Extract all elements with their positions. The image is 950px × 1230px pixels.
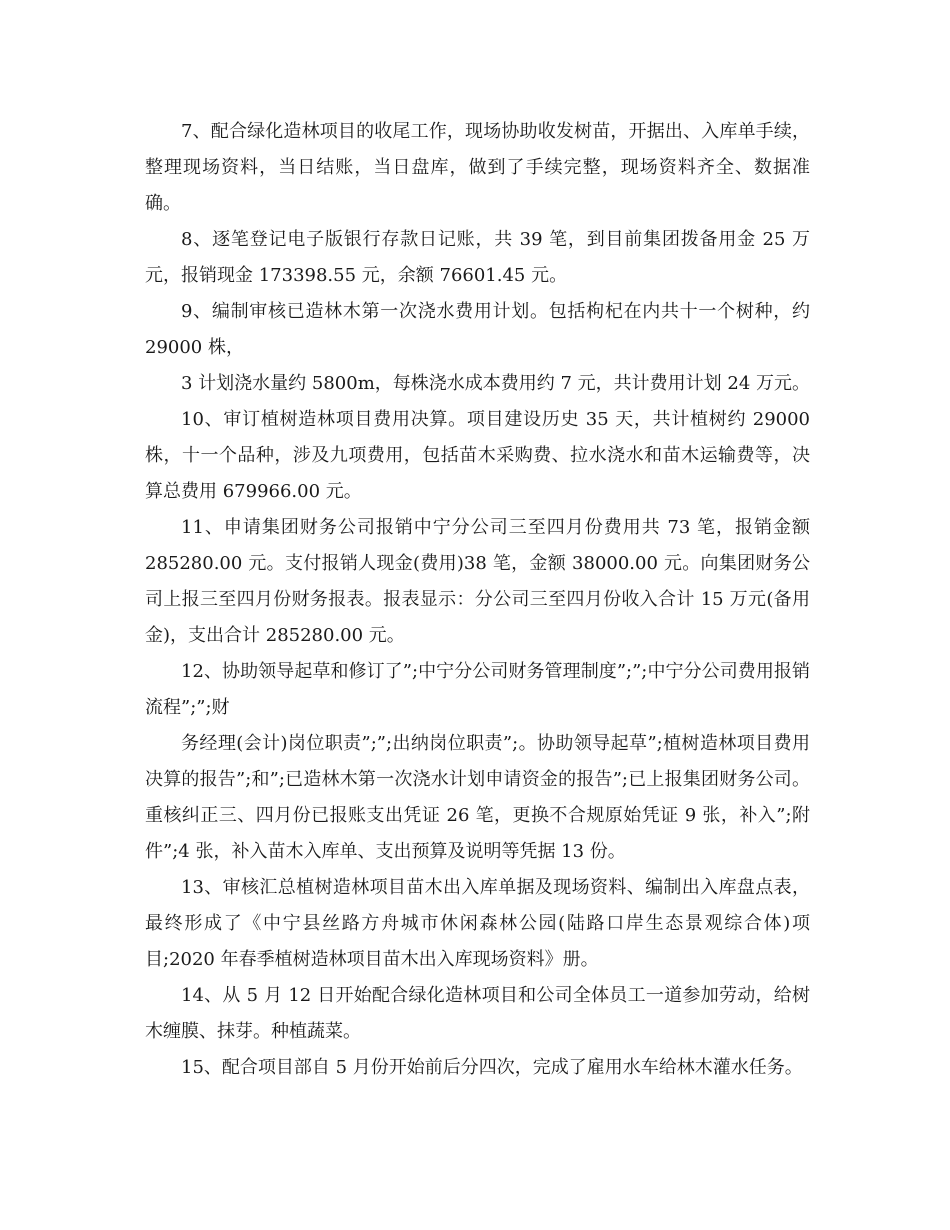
paragraph-item-7: 7、配合绿化造林项目的收尾工作，现场协助收发树苗，开据出、入库单手续，整理现场资料，当日结账，当日盘库，做到了手续完整，现场资料齐全、数据准确。: [145, 121, 810, 214]
paragraph-item-14: 14、从 5 月 12 日开始配合绿化造林项目和公司全体员工一道参加劳动，给树木缠膜、抹芽。种植蔬菜。: [145, 985, 810, 1042]
paragraph-item-12: 12、协助领导起草和修订了”;中宁分公司财务管理制度”;”;中宁分公司费用报销流程”;”;财: [145, 661, 810, 718]
paragraph-item-11: 11、申请集团财务公司报销中宁分公司三至四月份费用共 73 笔，报销金额 285280.00 元。支付报销人现金(费用)38 笔，金额 38000.00 元。向集团财务公司上报三至四月份财务报表。报表显示：分公司三至四月份收入合计 15 万元(备用金)，支出合计 285280.00 元。: [145, 517, 810, 646]
paragraph-item-9-continued: 3 计划浇水量约 5800m，每株浇水成本费用约 7 元，共计费用计划 24 万元。: [181, 373, 811, 394]
paragraph-item-8: 8、逐笔登记电子版银行存款日记账，共 39 笔，到目前集团拨备用金 25 万元，报销现金 173398.55 元，余额 76601.45 元。: [145, 229, 810, 286]
paragraph-item-15: 15、配合项目部自 5 月份开始前后分四次，完成了雇用水车给林木灌水任务。: [181, 1057, 803, 1078]
paragraph-item-13: 13、审核汇总植树造林项目苗木出入库单据及现场资料、编制出入库盘点表，最终形成了《中宁县丝路方舟城市休闲森林公园(陆路口岸生态景观综合体)项目;2020 年春季植树造林项目苗木出入库现场资料》册。: [145, 877, 810, 970]
document-body: [145, 114, 810, 1086]
paragraph-item-12-continued: 务经理(会计)岗位职责”;”;出纳岗位职责”;。协助领导起草”;植树造林项目费用决算的报告”;和”;已造林木第一次浇水计划申请资金的报告”;已上报集团财务公司。重核纠正三、四月份已报账支出凭证 26 笔，更换不合规原始凭证 9 张，补入”;附件”;4 张，补入苗木入库单、支出预算及说明等凭据 13 份。: [145, 733, 810, 862]
paragraph-item-10: 10、审订植树造林项目费用决算。项目建设历史 35 天，共计植树约 29000 株，十一个品种，涉及九项费用，包括苗木采购费、拉水浇水和苗木运输费等，决算总费用 679966.00 元。: [145, 409, 810, 502]
paragraph-item-9: 9、编制审核已造林木第一次浇水费用计划。包括枸杞在内共十一个树种，约 29000 株，: [145, 301, 810, 358]
